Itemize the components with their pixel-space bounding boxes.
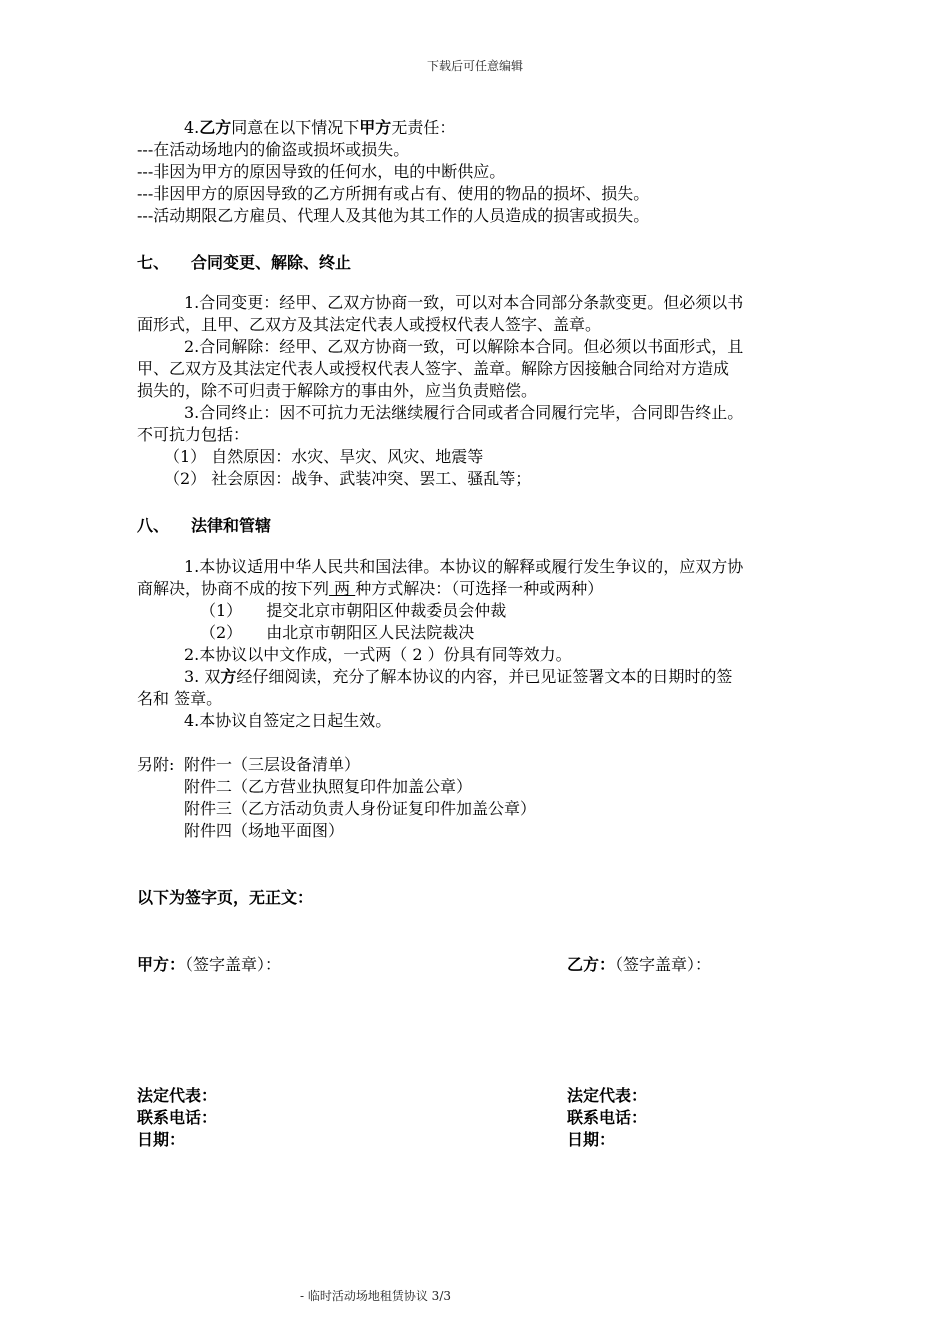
party-b-date-label: 日期： — [567, 1130, 616, 1149]
list-item: （1） 自然原因：水灾、旱灾、风灾、地震等 — [164, 447, 484, 466]
bullet-line: ---非因为甲方的原因导致的任何水，电的中断供应。 — [137, 162, 506, 181]
bullet-line: ---活动期限乙方雇员、代理人及其他为其工作的人员造成的损害或损失。 — [137, 206, 650, 225]
attachment-item: 附件四（场地平面图） — [184, 821, 345, 840]
party-b-label: 乙方： — [567, 955, 616, 974]
section-title: 合同变更、解除、终止 — [191, 253, 352, 272]
page-footer-note: - 临时活动场地租赁协议 3/3 — [300, 1289, 451, 1303]
party-b-phone-label: 联系电话： — [567, 1108, 648, 1127]
party-a-date-label: 日期： — [137, 1130, 186, 1149]
seal-note: （签字盖章）： — [615, 955, 712, 974]
party-a-term: 甲方 — [359, 118, 392, 137]
party-b-signature-label — [567, 952, 711, 975]
text: 种方式解决：（可选择一种或两种） — [355, 579, 604, 598]
option-item — [200, 622, 474, 644]
page-header-note: 下载后可任意编辑 — [426, 59, 523, 73]
party-a-signature-label — [137, 952, 281, 975]
paragraph-line: 2.合同解除：经甲、乙双方协商一致，可以解除本合同。但必须以书面形式，且 — [184, 337, 744, 356]
option-text: 提交北京市朝阳区仲裁委员会仲裁 — [266, 601, 507, 620]
section8-heading — [137, 513, 271, 536]
paragraph-line: 不可抗力包括： — [137, 425, 250, 444]
paragraph-line — [137, 578, 603, 600]
bold-term: 方 — [220, 667, 237, 686]
section-number: 七、 — [137, 253, 170, 272]
section7-heading — [137, 250, 351, 273]
underlined-fill: 两 — [329, 579, 356, 598]
paragraph-line: 2.本协议以中文作成，一式两（ 2 ）份具有同等效力。 — [184, 645, 572, 664]
section-title: 法律和管辖 — [191, 516, 272, 535]
party-a-rep-label: 法定代表： — [137, 1086, 218, 1105]
party-b-term: 乙方 — [199, 118, 232, 137]
seal-note: （签字盖章）： — [185, 955, 282, 974]
paragraph-line — [184, 666, 732, 688]
attachments-label: 另附: — [137, 755, 175, 774]
item-number: 4. — [184, 118, 200, 137]
text: 3. 双 — [184, 667, 221, 686]
text: 经仔细阅读，充分了解本协议的内容，并已见证签署文本的日期时的签 — [236, 667, 733, 686]
paragraph-line: 损失的，除不可归责于解除方的事由外，应当负责赔偿。 — [137, 381, 538, 400]
item-text: 无责任： — [391, 118, 456, 137]
section6-item4-line — [184, 117, 455, 139]
list-item: （2） 社会原因：战争、武装冲突、罢工、骚乱等； — [164, 469, 532, 488]
attachment-item: 附件三（乙方活动负责人身份证复印件加盖公章） — [184, 799, 537, 818]
signature-intro: 以下为签字页，无正文： — [137, 888, 314, 907]
option-number: （2） — [200, 623, 243, 642]
paragraph-line: 3.合同终止：因不可抗力无法继续履行合同或者合同履行完毕，合同即告终止。 — [184, 403, 744, 422]
item-text: 同意在以下情况下 — [231, 118, 360, 137]
option-text: 由北京市朝阳区人民法院裁决 — [266, 623, 475, 642]
bullet-line: ---非因甲方的原因导致的乙方所拥有或占有、使用的物品的损坏、损失。 — [137, 184, 650, 203]
party-a-phone-label: 联系电话： — [137, 1108, 218, 1127]
attachment-item: 附件二（乙方营业执照复印件加盖公章） — [184, 777, 473, 796]
attachment-item: 附件一（三层设备清单） — [184, 755, 361, 774]
paragraph-line: 1.本协议适用中华人民共和国法律。本协议的解释或履行发生争议的，应双方协 — [184, 557, 744, 576]
option-item — [200, 600, 506, 622]
party-a-label: 甲方： — [137, 955, 186, 974]
party-b-rep-label: 法定代表： — [567, 1086, 648, 1105]
text: 商解决，协商不成的按下列 — [137, 579, 330, 598]
paragraph-line: 面形式，且甲、乙双方及其法定代表人或授权代表人签字、盖章。 — [137, 315, 602, 334]
section-number: 八、 — [137, 516, 170, 535]
paragraph-line: 1.合同变更：经甲、乙双方协商一致，可以对本合同部分条款变更。但必须以书 — [184, 293, 744, 312]
option-number: （1） — [200, 601, 243, 620]
paragraph-line: 甲、乙双方及其法定代表人或授权代表人签字、盖章。解除方因接触合同给对方造成 — [137, 359, 730, 378]
paragraph-line: 4.本协议自签定之日起生效。 — [184, 711, 392, 730]
paragraph-line: 名和 签章。 — [137, 689, 223, 708]
bullet-line: ---在活动场地内的偷盗或损坏或损失。 — [137, 140, 410, 159]
